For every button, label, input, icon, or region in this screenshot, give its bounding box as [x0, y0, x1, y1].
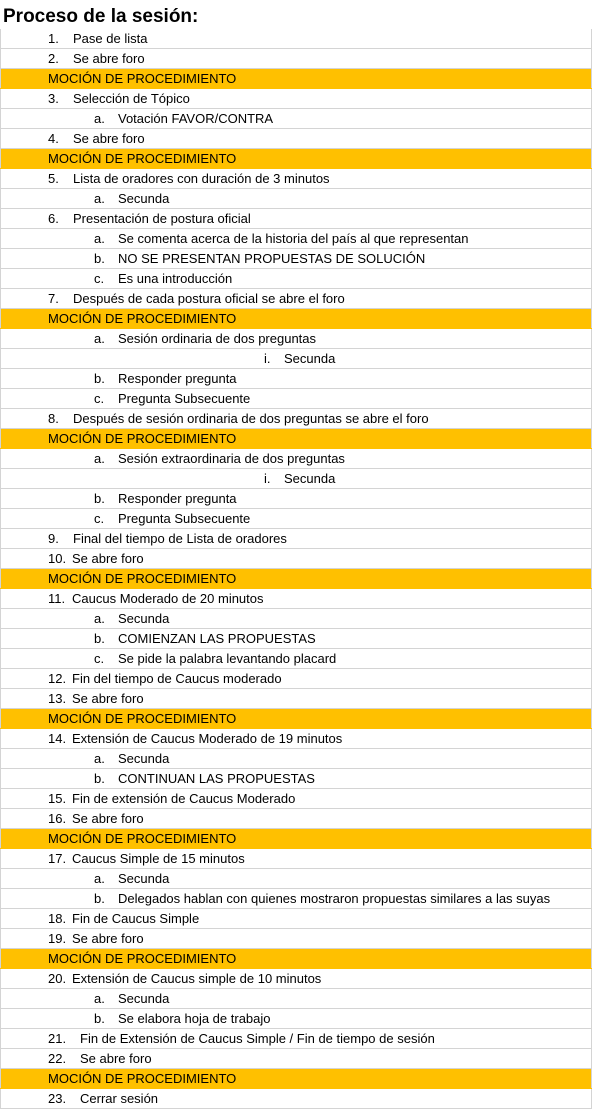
motion-label: MOCIÓN DE PROCEDIMIENTO — [48, 311, 237, 326]
motion-row — [0, 429, 592, 449]
list-item — [0, 789, 592, 809]
item-number: 7. — [48, 291, 59, 306]
list-item — [0, 189, 592, 209]
item-number: 20. — [48, 971, 67, 986]
item-number: b. — [94, 491, 105, 506]
cell-border-left — [0, 669, 1, 688]
item-text: Fin del tiempo de Caucus moderado — [72, 671, 282, 686]
item-text: Se comenta acerca de la historia del país al que representan — [118, 231, 469, 246]
cell-border-left — [0, 869, 1, 888]
item-number: 16. — [48, 811, 67, 826]
item-text: Delegados hablan con quienes mostraron propuestas similares a las suyas — [118, 891, 551, 906]
motion-label: MOCIÓN DE PROCEDIMIENTO — [48, 831, 237, 846]
item-number: 1. — [48, 31, 59, 46]
item-text: Pase de lista — [73, 31, 148, 46]
cell-border-left — [0, 1069, 1, 1088]
cell-border-left — [0, 1089, 1, 1108]
list-item — [0, 49, 592, 69]
motion-row — [0, 69, 592, 89]
item-number: 18. — [48, 911, 67, 926]
cell-border-left — [0, 629, 1, 648]
cell-border-left — [0, 689, 1, 708]
item-number: 13. — [48, 691, 67, 706]
list-item — [0, 129, 592, 149]
list-item — [0, 589, 592, 609]
item-number: 5. — [48, 171, 59, 186]
item-text: Se elabora hoja de trabajo — [118, 1011, 271, 1026]
list-item — [0, 769, 592, 789]
motion-label: MOCIÓN DE PROCEDIMIENTO — [48, 1071, 237, 1086]
list-item — [0, 349, 592, 369]
item-text: Pregunta Subsecuente — [118, 511, 251, 526]
item-text: Secunda — [118, 611, 170, 626]
motion-row — [0, 569, 592, 589]
list-item — [0, 209, 592, 229]
motion-row — [0, 149, 592, 169]
item-number: 14. — [48, 731, 67, 746]
item-text: Caucus Moderado de 20 minutos — [72, 591, 264, 606]
list-item — [0, 289, 592, 309]
item-text: Es una introducción — [118, 271, 233, 286]
motion-row — [0, 949, 592, 969]
cell-border-left — [0, 489, 1, 508]
item-text: Secunda — [118, 991, 170, 1006]
list-item — [0, 1029, 592, 1049]
item-text: Responder pregunta — [118, 491, 237, 506]
item-text: Después de cada postura oficial se abre el foro — [73, 291, 345, 306]
item-number: a. — [94, 991, 105, 1006]
item-number: 15. — [48, 791, 67, 806]
item-text: Fin de extensión de Caucus Moderado — [72, 791, 296, 806]
item-text: Final del tiempo de Lista de oradores — [73, 531, 287, 546]
cell-border-left — [0, 769, 1, 788]
item-number: a. — [94, 231, 105, 246]
list-item — [0, 449, 592, 469]
list-item — [0, 29, 592, 49]
cell-border-left — [0, 989, 1, 1008]
list-item — [0, 369, 592, 389]
cell-border-left — [0, 789, 1, 808]
item-number: i. — [264, 351, 271, 366]
cell-border-left — [0, 729, 1, 748]
cell-border-left — [0, 889, 1, 908]
item-text: Secunda — [118, 871, 170, 886]
item-text: CONTINUAN LAS PROPUESTAS — [118, 771, 315, 786]
cell-border-left — [0, 529, 1, 548]
item-number: c. — [94, 391, 105, 406]
cell-border-left — [0, 709, 1, 728]
item-number: c. — [94, 271, 105, 286]
list-item — [0, 269, 592, 289]
cell-border-left — [0, 1049, 1, 1068]
list-item — [0, 409, 592, 429]
list-item — [0, 609, 592, 629]
item-text: Secunda — [284, 471, 336, 486]
cell-border-left — [0, 369, 1, 388]
item-number: a. — [94, 871, 105, 886]
item-text: Se abre foro — [72, 931, 144, 946]
item-number: b. — [94, 631, 105, 646]
list-item — [0, 909, 592, 929]
cell-border-left — [0, 649, 1, 668]
cell-border-left — [0, 269, 1, 288]
list-item — [0, 489, 592, 509]
item-number: c. — [94, 651, 105, 666]
motion-row — [0, 829, 592, 849]
item-number: a. — [94, 751, 105, 766]
item-number: c. — [94, 511, 105, 526]
page-title: Proceso de la sesión: — [3, 6, 199, 27]
cell-border-left — [0, 929, 1, 948]
item-text: Se abre foro — [73, 51, 145, 66]
item-text: Se abre foro — [80, 1051, 152, 1066]
item-number: a. — [94, 111, 105, 126]
item-text: Se abre foro — [72, 551, 144, 566]
motion-label: MOCIÓN DE PROCEDIMIENTO — [48, 951, 237, 966]
item-text: Caucus Simple de 15 minutos — [72, 851, 245, 866]
list-item — [0, 229, 592, 249]
item-number: 9. — [48, 531, 59, 546]
motion-row — [0, 1069, 592, 1089]
cell-border-left — [0, 89, 1, 108]
list-item — [0, 809, 592, 829]
item-text: COMIENZAN LAS PROPUESTAS — [118, 631, 316, 646]
cell-border-left — [0, 49, 1, 68]
item-number: a. — [94, 331, 105, 346]
item-number: 6. — [48, 211, 59, 226]
cell-border-left — [0, 449, 1, 468]
item-text: Se pide la palabra levantando placard — [118, 651, 337, 666]
item-text: Extensión de Caucus Moderado de 19 minutos — [72, 731, 343, 746]
item-number: b. — [94, 891, 105, 906]
item-number: b. — [94, 771, 105, 786]
cell-border-left — [0, 909, 1, 928]
cell-border-left — [0, 189, 1, 208]
cell-border-left — [0, 549, 1, 568]
item-number: 8. — [48, 411, 59, 426]
item-text: Presentación de postura oficial — [73, 211, 251, 226]
item-text: Sesión ordinaria de dos preguntas — [118, 331, 317, 346]
cell-border-left — [0, 109, 1, 128]
cell-border-left — [0, 749, 1, 768]
cell-border-left — [0, 609, 1, 628]
list-item — [0, 729, 592, 749]
list-item — [0, 629, 592, 649]
cell-border-left — [0, 329, 1, 348]
motion-label: MOCIÓN DE PROCEDIMIENTO — [48, 431, 237, 446]
cell-border-left — [0, 849, 1, 868]
list-item — [0, 869, 592, 889]
item-number: 11. — [48, 591, 66, 606]
item-text: Sesión extraordinaria de dos preguntas — [118, 451, 345, 466]
motion-label: MOCIÓN DE PROCEDIMIENTO — [48, 151, 237, 166]
list-item — [0, 1049, 592, 1069]
item-number: 21. — [48, 1031, 67, 1046]
cell-border-left — [0, 149, 1, 168]
cell-border-left — [0, 129, 1, 148]
item-number: 4. — [48, 131, 59, 146]
cell-border-left — [0, 509, 1, 528]
cell-border-left — [0, 1029, 1, 1048]
item-number: i. — [264, 471, 271, 486]
list-item — [0, 89, 592, 109]
motion-label: MOCIÓN DE PROCEDIMIENTO — [48, 711, 237, 726]
list-item — [0, 1009, 592, 1029]
cell-border-left — [0, 829, 1, 848]
cell-border-left — [0, 809, 1, 828]
motion-label: MOCIÓN DE PROCEDIMIENTO — [48, 571, 237, 586]
item-text: Después de sesión ordinaria de dos preguntas se abre el foro — [73, 411, 429, 426]
item-number: 17. — [48, 851, 67, 866]
item-text: Extensión de Caucus simple de 10 minutos — [72, 971, 322, 986]
item-number: b. — [94, 251, 105, 266]
item-text: Se abre foro — [72, 811, 144, 826]
list-item — [0, 929, 592, 949]
list-item — [0, 169, 592, 189]
item-text: Votación FAVOR/CONTRA — [118, 111, 274, 126]
list-item — [0, 469, 592, 489]
cell-border-left — [0, 469, 1, 488]
cell-border-left — [0, 389, 1, 408]
item-text: Fin de Caucus Simple — [72, 911, 200, 926]
cell-border-left — [0, 949, 1, 968]
item-text: Secunda — [284, 351, 336, 366]
list-item — [0, 749, 592, 769]
item-text: Secunda — [118, 751, 170, 766]
cell-border-left — [0, 969, 1, 988]
cell-border-left — [0, 309, 1, 328]
item-text: Responder pregunta — [118, 371, 237, 386]
item-number: 2. — [48, 51, 59, 66]
list-item — [0, 849, 592, 869]
cell-border-left — [0, 229, 1, 248]
cell-border-left — [0, 249, 1, 268]
cell-border-left — [0, 69, 1, 88]
list-item — [0, 649, 592, 669]
item-number: 23. — [48, 1091, 67, 1106]
list-item — [0, 1089, 592, 1109]
list-item — [0, 989, 592, 1009]
item-text: Pregunta Subsecuente — [118, 391, 251, 406]
cell-border-left — [0, 29, 1, 48]
item-number: a. — [94, 191, 105, 206]
cell-border-left — [0, 209, 1, 228]
cell-border-left — [0, 409, 1, 428]
list-item — [0, 389, 592, 409]
item-text: NO SE PRESENTAN PROPUESTAS DE SOLUCIÓN — [118, 251, 426, 266]
list-item — [0, 249, 592, 269]
item-number: a. — [94, 451, 105, 466]
item-number: a. — [94, 611, 105, 626]
item-text: Selección de Tópico — [73, 91, 190, 106]
item-text: Secunda — [118, 191, 170, 206]
list-item — [0, 889, 592, 909]
session-process-list — [0, 29, 592, 1109]
list-item — [0, 969, 592, 989]
item-text: Cerrar sesión — [80, 1091, 159, 1106]
cell-border-left — [0, 1009, 1, 1028]
list-item — [0, 549, 592, 569]
item-number: b. — [94, 1011, 105, 1026]
item-number: 10. — [48, 551, 67, 566]
list-item — [0, 509, 592, 529]
motion-row — [0, 309, 592, 329]
cell-border-left — [0, 349, 1, 368]
item-number: 3. — [48, 91, 59, 106]
list-item — [0, 529, 592, 549]
item-text: Se abre foro — [73, 131, 145, 146]
motion-row — [0, 709, 592, 729]
cell-border-left — [0, 289, 1, 308]
item-text: Se abre foro — [72, 691, 144, 706]
item-text: Fin de Extensión de Caucus Simple / Fin de tiempo de sesión — [80, 1031, 435, 1046]
item-number: 19. — [48, 931, 67, 946]
list-item — [0, 109, 592, 129]
cell-border-left — [0, 169, 1, 188]
motion-label: MOCIÓN DE PROCEDIMIENTO — [48, 71, 237, 86]
cell-border-left — [0, 569, 1, 588]
item-number: 22. — [48, 1051, 67, 1066]
item-number: b. — [94, 371, 105, 386]
item-text: Lista de oradores con duración de 3 minutos — [73, 171, 330, 186]
cell-border-left — [0, 429, 1, 448]
list-item — [0, 329, 592, 349]
cell-border-left — [0, 589, 1, 608]
item-number: 12. — [48, 671, 67, 686]
list-item — [0, 669, 592, 689]
list-item — [0, 689, 592, 709]
